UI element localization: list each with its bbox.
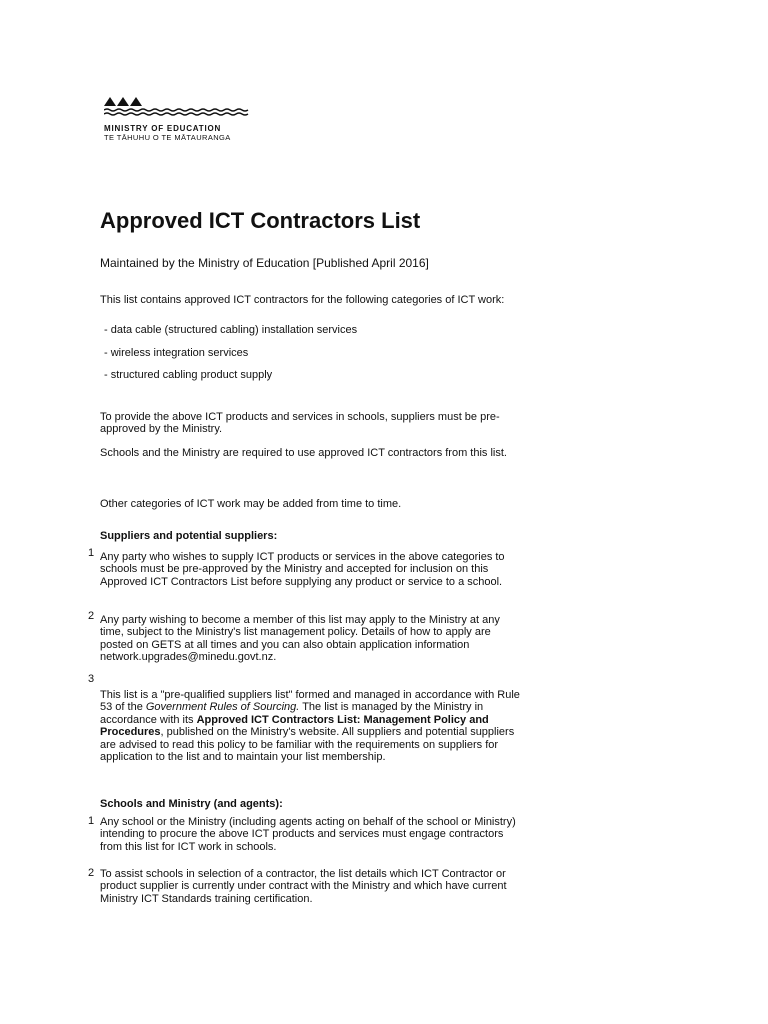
list-number: 1 (88, 815, 95, 827)
paragraph-requirement: Schools and the Ministry are required to use approved ICT contractors from this list. (100, 447, 507, 459)
category-item: - structured cabling product supply (104, 369, 273, 381)
school-item-2: To assist schools in selection of a contractor, the list details which ICT Contractor or product supplier is currently under contract with the Ministry and which have current Ministry ICT Standards training certification. (100, 868, 507, 905)
paragraph-other-categories: Other categories of ICT work may be added from time to time. (100, 498, 402, 510)
list-number: 3 (88, 673, 95, 685)
supplier-item-3-text: This list is a "pre-qualified suppliers list" formed and managed in accordance with Rule 53 of the (100, 689, 520, 714)
policy-title: Approved ICT Contractors List: Management Policy and Procedures (100, 713, 489, 739)
logo-maori-name: TE TĀHUHU O TE MĀTAURANGA (104, 133, 231, 142)
logo-name: MINISTRY OF EDUCATION (104, 124, 222, 133)
rules-of-sourcing: Government Rules of Sourcing. (145, 701, 300, 714)
supplier-item-3-text: , published on the Ministry's website. All suppliers and potential suppliers are advised to read this policy to be familiar with the requirements on suppliers for application to the list and to maintain your list membership. (100, 726, 515, 764)
supplier-item-2: Any party wishing to become a member of this list may apply to the Ministry at any time, subject to the Ministry's list management policy. Details of how to apply are posted on GETS at all times and you can also obtain application information network.upgrades@minedu.govt.nz. (100, 614, 500, 664)
list-number: 2 (88, 610, 95, 622)
ministry-logo (104, 96, 254, 144)
page-subtitle: Maintained by the Ministry of Education [Published April 2016] (100, 256, 429, 270)
list-number: 2 (88, 867, 95, 879)
category-item: - wireless integration services (104, 347, 249, 359)
supplier-item-1: Any party who wishes to supply ICT products or services in the above categories to schools must be pre-approved by the Ministry and accepted for inclusion on this Approved ICT Contractors List before supplying any product or service to a school. (100, 551, 505, 588)
supplier-item-3 (100, 689, 530, 763)
schools-heading: Schools and Ministry (and agents): (100, 798, 283, 810)
list-number: 1 (88, 547, 95, 559)
category-item: - data cable (structured cabling) installation services (104, 324, 358, 336)
school-item-1: Any school or the Ministry (including agents acting on behalf of the school or Ministry) intending to procure the above ICT products and services must engage contractors from this list for ICT work in schools. (100, 816, 516, 853)
supplier-item-3-text: The list is managed by the Ministry in accordance with its (100, 701, 484, 726)
suppliers-heading: Suppliers and potential suppliers: (100, 530, 278, 542)
ministry-logo-icon (104, 96, 254, 122)
intro-lead: This list contains approved ICT contractors for the following categories of ICT work: (100, 294, 505, 306)
paragraph-preapproval: To provide the above ICT products and services in schools, suppliers must be pre-approved by the Ministry. (100, 411, 500, 436)
page-title: Approved ICT Contractors List (100, 208, 421, 233)
